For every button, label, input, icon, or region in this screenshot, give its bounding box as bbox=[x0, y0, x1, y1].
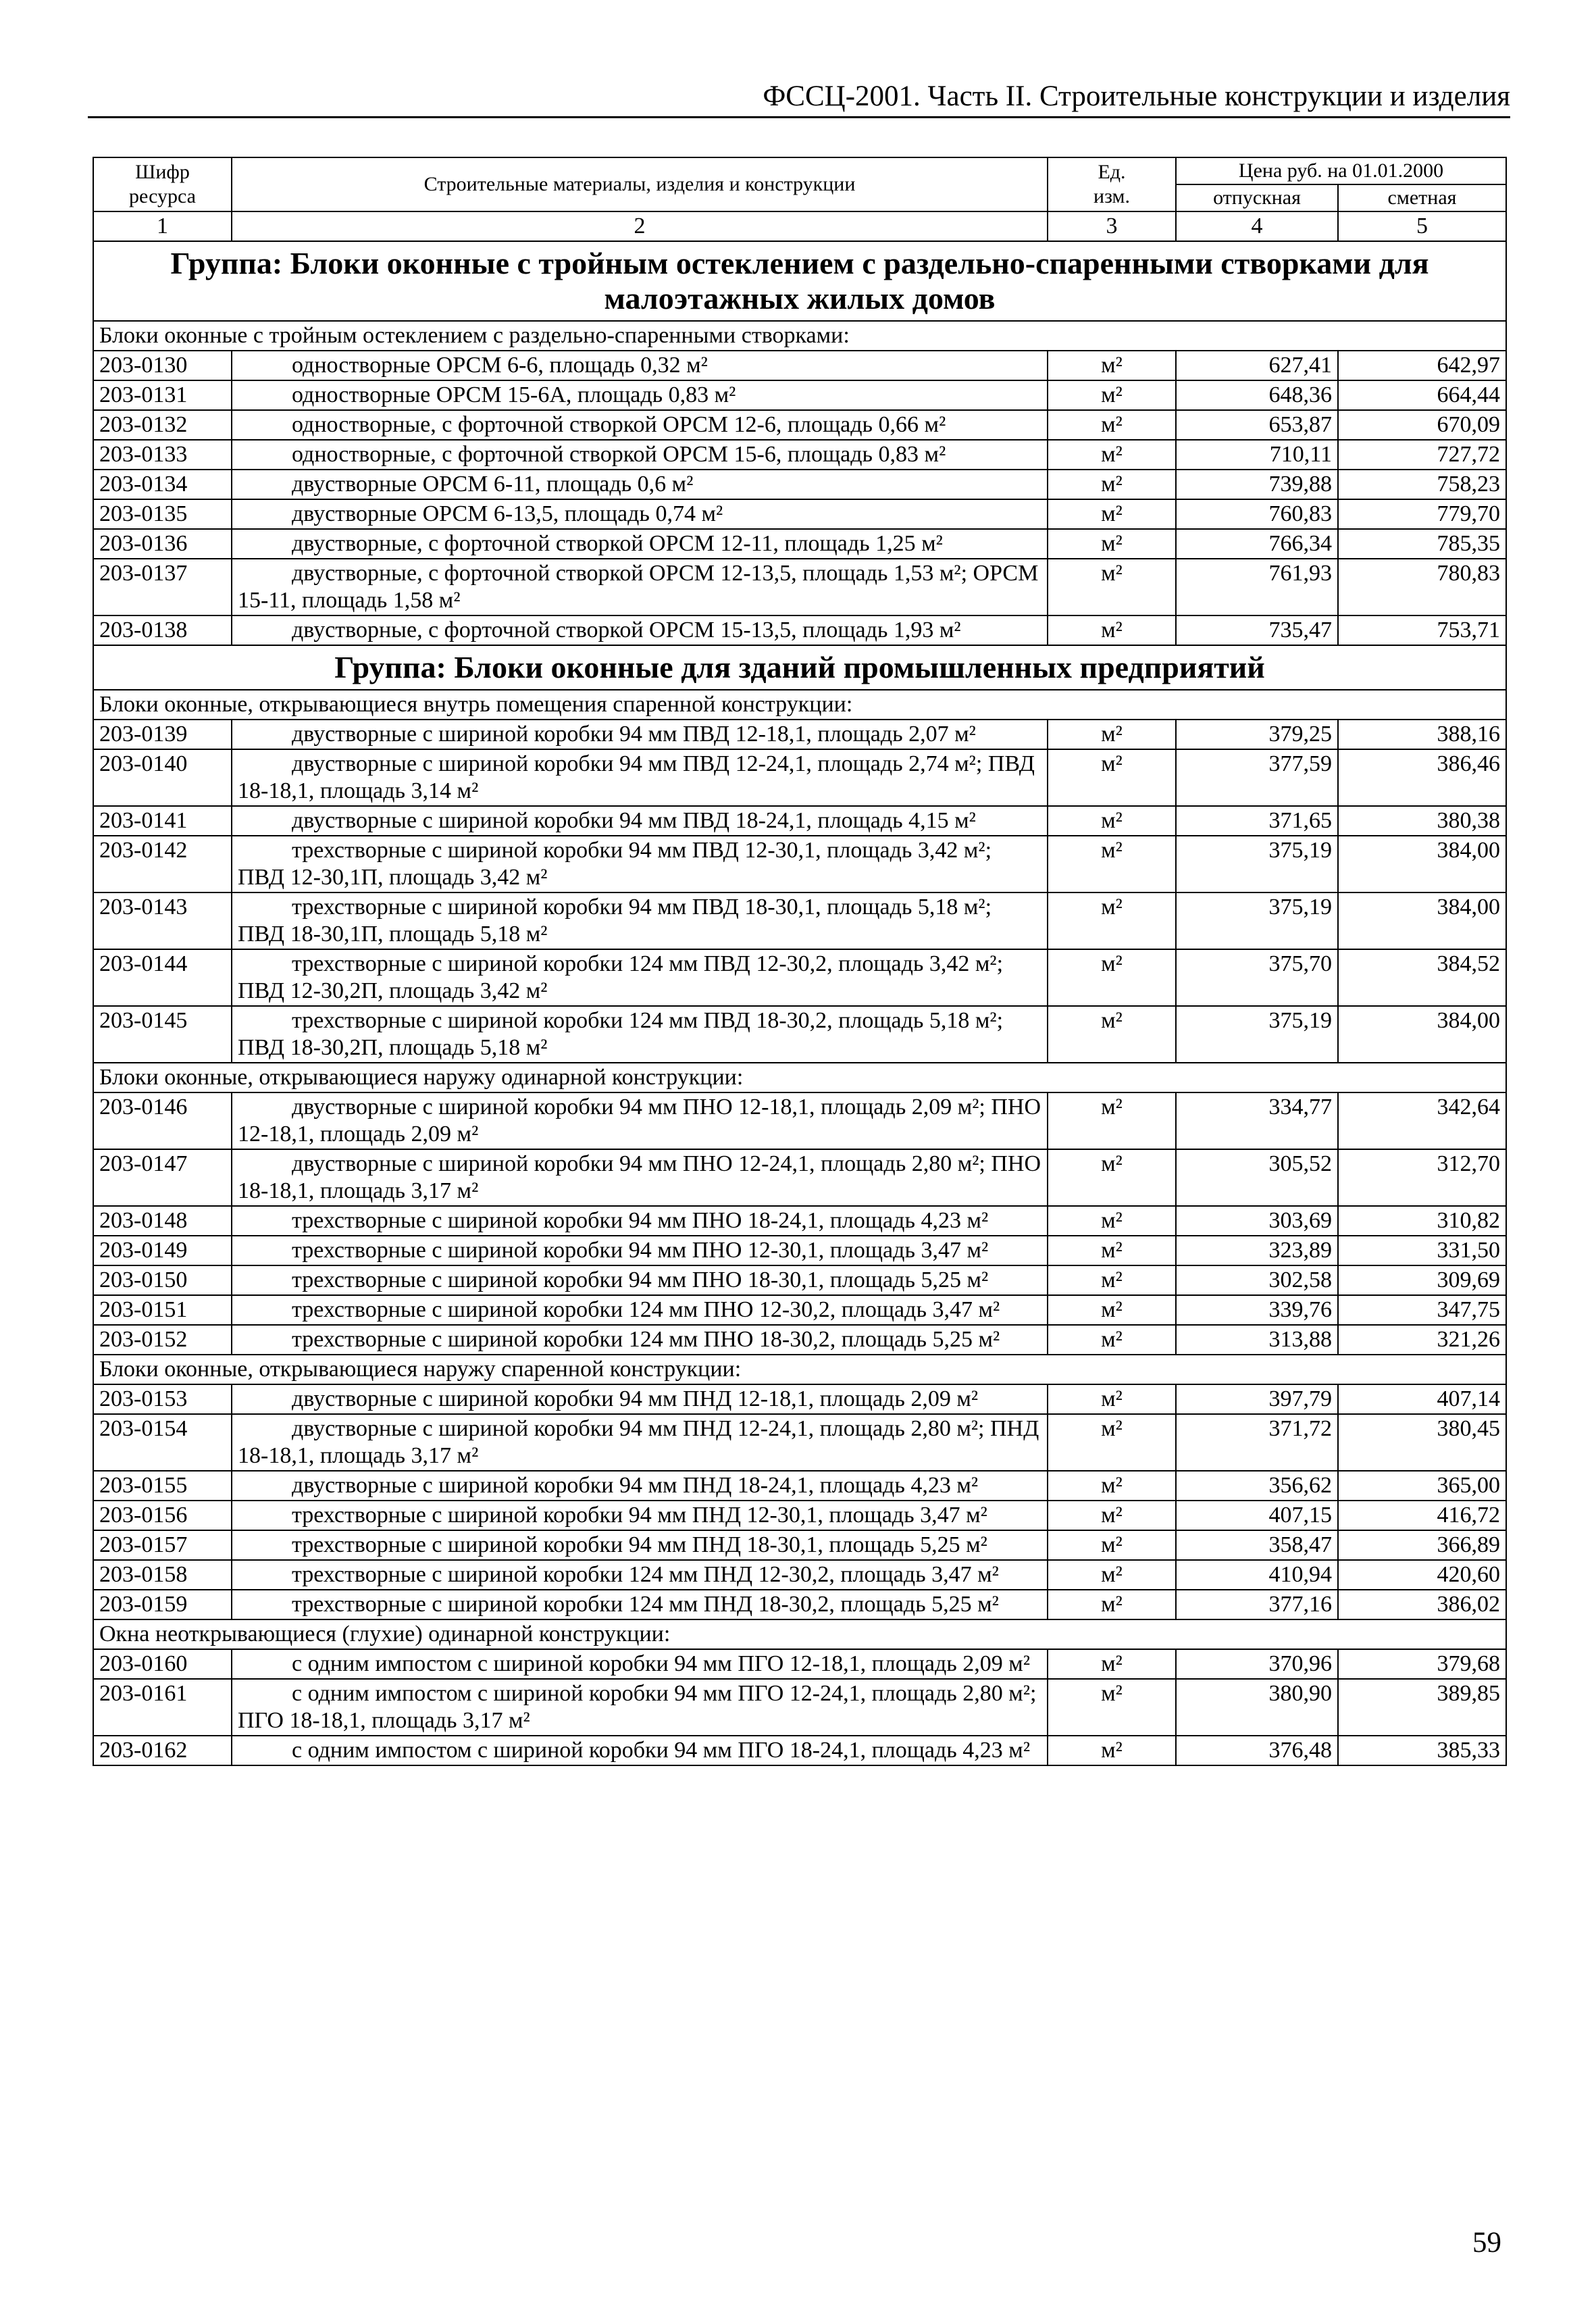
header-price-release: отпускная bbox=[1176, 184, 1338, 211]
table-row bbox=[93, 1149, 1506, 1206]
table-row bbox=[93, 836, 1506, 892]
price-estimate: 384,00 bbox=[1338, 836, 1506, 892]
price-estimate: 312,70 bbox=[1338, 1149, 1506, 1206]
table-row bbox=[93, 1384, 1506, 1414]
group-row bbox=[93, 241, 1506, 321]
unit-cell: м² bbox=[1048, 1590, 1176, 1619]
resource-code: 203-0136 bbox=[93, 529, 232, 559]
item-name: двустворные с шириной коробки 94 мм ПВД 12-18,1, площадь 2,07 м² bbox=[232, 720, 1048, 749]
column-number-row bbox=[93, 211, 1506, 241]
price-estimate: 384,00 bbox=[1338, 1006, 1506, 1063]
price-estimate: 780,83 bbox=[1338, 559, 1506, 615]
table-row bbox=[93, 949, 1506, 1006]
unit-cell: м² bbox=[1048, 351, 1176, 380]
price-estimate: 727,72 bbox=[1338, 440, 1506, 470]
table-body bbox=[93, 241, 1506, 1765]
table-row bbox=[93, 1530, 1506, 1560]
unit-cell: м² bbox=[1048, 1236, 1176, 1265]
price-release: 377,59 bbox=[1176, 749, 1338, 806]
subgroup-title: Блоки оконные, открывающиеся наружу спаренной конструкции: bbox=[93, 1355, 1506, 1384]
table-row bbox=[93, 1679, 1506, 1736]
resource-code: 203-0132 bbox=[93, 410, 232, 440]
unit-cell: м² bbox=[1048, 749, 1176, 806]
header-unit-line1: Ед. bbox=[1098, 161, 1126, 183]
resource-code: 203-0133 bbox=[93, 440, 232, 470]
table-row bbox=[93, 1736, 1506, 1765]
price-release: 375,19 bbox=[1176, 1006, 1338, 1063]
unit-cell: м² bbox=[1048, 836, 1176, 892]
resource-code: 203-0137 bbox=[93, 559, 232, 615]
price-estimate: 664,44 bbox=[1338, 380, 1506, 410]
price-estimate: 758,23 bbox=[1338, 470, 1506, 499]
price-estimate: 384,00 bbox=[1338, 892, 1506, 949]
unit-cell: м² bbox=[1048, 892, 1176, 949]
price-estimate: 380,38 bbox=[1338, 806, 1506, 836]
resource-code: 203-0156 bbox=[93, 1501, 232, 1530]
column-number: 1 bbox=[93, 211, 232, 241]
item-name: трехстворные с шириной коробки 94 мм ПНД 18-30,1, площадь 5,25 м² bbox=[232, 1530, 1048, 1560]
unit-cell: м² bbox=[1048, 1295, 1176, 1325]
price-release: 305,52 bbox=[1176, 1149, 1338, 1206]
unit-cell: м² bbox=[1048, 949, 1176, 1006]
price-release: 303,69 bbox=[1176, 1206, 1338, 1236]
price-release: 356,62 bbox=[1176, 1471, 1338, 1501]
item-name: двустворные, с форточной створкой ОРСМ 15-13,5, площадь 1,93 м² bbox=[232, 615, 1048, 645]
unit-cell: м² bbox=[1048, 380, 1176, 410]
price-release: 627,41 bbox=[1176, 351, 1338, 380]
price-release: 375,70 bbox=[1176, 949, 1338, 1006]
table-row bbox=[93, 1560, 1506, 1590]
resource-code: 203-0144 bbox=[93, 949, 232, 1006]
resource-code: 203-0138 bbox=[93, 615, 232, 645]
price-estimate: 785,35 bbox=[1338, 529, 1506, 559]
price-estimate: 386,02 bbox=[1338, 1590, 1506, 1619]
item-name: двустворные ОРСМ 6-11, площадь 0,6 м² bbox=[232, 470, 1048, 499]
header-unit-cell bbox=[1048, 157, 1176, 211]
subgroup-row bbox=[93, 1619, 1506, 1649]
header-rule bbox=[88, 116, 1510, 118]
column-number: 3 bbox=[1048, 211, 1176, 241]
resource-code: 203-0145 bbox=[93, 1006, 232, 1063]
subgroup-title: Блоки оконные с тройным остеклением с раздельно-спаренными створками: bbox=[93, 321, 1506, 351]
table-row bbox=[93, 749, 1506, 806]
unit-cell: м² bbox=[1048, 1092, 1176, 1149]
subgroup-row bbox=[93, 1063, 1506, 1092]
unit-cell: м² bbox=[1048, 1265, 1176, 1295]
unit-cell: м² bbox=[1048, 1530, 1176, 1560]
price-release: 302,58 bbox=[1176, 1265, 1338, 1295]
price-release: 648,36 bbox=[1176, 380, 1338, 410]
table-row bbox=[93, 529, 1506, 559]
unit-cell: м² bbox=[1048, 410, 1176, 440]
header-unit-line2: изм. bbox=[1093, 185, 1130, 207]
header-name-cell: Строительные материалы, изделия и конструкции bbox=[232, 157, 1048, 211]
resource-code: 203-0134 bbox=[93, 470, 232, 499]
table-row bbox=[93, 1414, 1506, 1471]
price-release: 371,72 bbox=[1176, 1414, 1338, 1471]
unit-cell: м² bbox=[1048, 1501, 1176, 1530]
table-row bbox=[93, 615, 1506, 645]
group-title: Группа: Блоки оконные с тройным остеклением с раздельно-спаренными створками для малоэтажных жилых домов bbox=[93, 241, 1506, 321]
item-name: трехстворные с шириной коробки 124 мм ПНД 18-30,2, площадь 5,25 м² bbox=[232, 1590, 1048, 1619]
price-release: 653,87 bbox=[1176, 410, 1338, 440]
price-estimate: 321,26 bbox=[1338, 1325, 1506, 1355]
unit-cell: м² bbox=[1048, 1384, 1176, 1414]
unit-cell: м² bbox=[1048, 1649, 1176, 1679]
table-row bbox=[93, 380, 1506, 410]
table-row bbox=[93, 1501, 1506, 1530]
price-estimate: 407,14 bbox=[1338, 1384, 1506, 1414]
price-estimate: 416,72 bbox=[1338, 1501, 1506, 1530]
resource-code: 203-0140 bbox=[93, 749, 232, 806]
resource-code: 203-0158 bbox=[93, 1560, 232, 1590]
column-number: 4 bbox=[1176, 211, 1338, 241]
table-row bbox=[93, 720, 1506, 749]
resource-code: 203-0160 bbox=[93, 1649, 232, 1679]
item-name: двустворные с шириной коробки 94 мм ПНД 12-18,1, площадь 2,09 м² bbox=[232, 1384, 1048, 1414]
unit-cell: м² bbox=[1048, 440, 1176, 470]
price-estimate: 385,33 bbox=[1338, 1736, 1506, 1765]
column-number: 2 bbox=[232, 211, 1048, 241]
unit-cell: м² bbox=[1048, 529, 1176, 559]
group-title: Группа: Блоки оконные для зданий промышленных предприятий bbox=[93, 645, 1506, 690]
resource-code: 203-0162 bbox=[93, 1736, 232, 1765]
price-release: 760,83 bbox=[1176, 499, 1338, 529]
item-name: одностворные, с форточной створкой ОРСМ 12-6, площадь 0,66 м² bbox=[232, 410, 1048, 440]
price-estimate: 389,85 bbox=[1338, 1679, 1506, 1736]
table-row bbox=[93, 1649, 1506, 1679]
price-release: 377,16 bbox=[1176, 1590, 1338, 1619]
resource-code: 203-0155 bbox=[93, 1471, 232, 1501]
price-estimate: 420,60 bbox=[1338, 1560, 1506, 1590]
unit-cell: м² bbox=[1048, 615, 1176, 645]
table-row bbox=[93, 499, 1506, 529]
price-estimate: 670,09 bbox=[1338, 410, 1506, 440]
resource-code: 203-0147 bbox=[93, 1149, 232, 1206]
header-code-line1: Шифр bbox=[135, 161, 190, 183]
price-release: 323,89 bbox=[1176, 1236, 1338, 1265]
resource-code: 203-0148 bbox=[93, 1206, 232, 1236]
price-release: 370,96 bbox=[1176, 1649, 1338, 1679]
price-release: 339,76 bbox=[1176, 1295, 1338, 1325]
price-estimate: 342,64 bbox=[1338, 1092, 1506, 1149]
header-price-estimate: сметная bbox=[1338, 184, 1506, 211]
subgroup-title: Блоки оконные, открывающиеся наружу одинарной конструкции: bbox=[93, 1063, 1506, 1092]
unit-cell: м² bbox=[1048, 1149, 1176, 1206]
table-row bbox=[93, 410, 1506, 440]
table-row bbox=[93, 351, 1506, 380]
resource-code: 203-0142 bbox=[93, 836, 232, 892]
resource-code: 203-0152 bbox=[93, 1325, 232, 1355]
price-estimate: 386,46 bbox=[1338, 749, 1506, 806]
resource-code: 203-0150 bbox=[93, 1265, 232, 1295]
item-name: двустворные, с форточной створкой ОРСМ 12-13,5, площадь 1,53 м²; ОРСМ 15-11, площадь 1,58 м² bbox=[232, 559, 1048, 615]
table-row bbox=[93, 892, 1506, 949]
item-name: двустворные с шириной коробки 94 мм ПНО 12-24,1, площадь 2,80 м²; ПНО 18-18,1, площадь 3,17 м² bbox=[232, 1149, 1048, 1206]
table-row bbox=[93, 440, 1506, 470]
item-name: трехстворные с шириной коробки 94 мм ПНО 12-30,1, площадь 3,47 м² bbox=[232, 1236, 1048, 1265]
price-release: 371,65 bbox=[1176, 806, 1338, 836]
resource-code: 203-0151 bbox=[93, 1295, 232, 1325]
table-row bbox=[93, 1092, 1506, 1149]
item-name: двустворные с шириной коробки 94 мм ПНО 12-18,1, площадь 2,09 м²; ПНО 12-18,1, площадь 2,09 м² bbox=[232, 1092, 1048, 1149]
item-name: двустворные с шириной коробки 94 мм ПНД 12-24,1, площадь 2,80 м²; ПНД 18-18,1, площадь 3,17 м² bbox=[232, 1414, 1048, 1471]
price-estimate: 331,50 bbox=[1338, 1236, 1506, 1265]
resource-code: 203-0159 bbox=[93, 1590, 232, 1619]
unit-cell: м² bbox=[1048, 1736, 1176, 1765]
price-release: 380,90 bbox=[1176, 1679, 1338, 1736]
price-estimate: 366,89 bbox=[1338, 1530, 1506, 1560]
table-row bbox=[93, 1236, 1506, 1265]
price-estimate: 779,70 bbox=[1338, 499, 1506, 529]
subgroup-title: Блоки оконные, открывающиеся внутрь помещения спаренной конструкции: bbox=[93, 690, 1506, 720]
price-estimate: 753,71 bbox=[1338, 615, 1506, 645]
price-release: 710,11 bbox=[1176, 440, 1338, 470]
price-release: 313,88 bbox=[1176, 1325, 1338, 1355]
price-release: 761,93 bbox=[1176, 559, 1338, 615]
price-estimate: 309,69 bbox=[1338, 1265, 1506, 1295]
price-estimate: 642,97 bbox=[1338, 351, 1506, 380]
price-release: 739,88 bbox=[1176, 470, 1338, 499]
item-name: трехстворные с шириной коробки 94 мм ПНД 12-30,1, площадь 3,47 м² bbox=[232, 1501, 1048, 1530]
item-name: двустворные, с форточной створкой ОРСМ 12-11, площадь 1,25 м² bbox=[232, 529, 1048, 559]
price-release: 358,47 bbox=[1176, 1530, 1338, 1560]
unit-cell: м² bbox=[1048, 499, 1176, 529]
subgroup-row bbox=[93, 690, 1506, 720]
price-estimate: 388,16 bbox=[1338, 720, 1506, 749]
item-name: трехстворные с шириной коробки 124 мм ПНО 12-30,2, площадь 3,47 м² bbox=[232, 1295, 1048, 1325]
price-release: 766,34 bbox=[1176, 529, 1338, 559]
header-code-cell bbox=[93, 157, 232, 211]
subgroup-row bbox=[93, 1355, 1506, 1384]
resource-code: 203-0154 bbox=[93, 1414, 232, 1471]
item-name: трехстворные с шириной коробки 94 мм ПНО 18-24,1, площадь 4,23 м² bbox=[232, 1206, 1048, 1236]
page-number: 59 bbox=[1472, 2227, 1501, 2259]
price-estimate: 310,82 bbox=[1338, 1206, 1506, 1236]
page-header-title: ФССЦ-2001. Часть II. Строительные конструкции и изделия bbox=[763, 80, 1510, 112]
price-estimate: 379,68 bbox=[1338, 1649, 1506, 1679]
table-row bbox=[93, 470, 1506, 499]
unit-cell: м² bbox=[1048, 720, 1176, 749]
item-name: одностворные ОРСМ 15-6А, площадь 0,83 м² bbox=[232, 380, 1048, 410]
table-row bbox=[93, 1471, 1506, 1501]
item-name: трехстворные с шириной коробки 94 мм ПВД 18-30,1, площадь 5,18 м²; ПВД 18-30,1П, площадь 5,18 м² bbox=[232, 892, 1048, 949]
item-name: двустворные с шириной коробки 94 мм ПНД 18-24,1, площадь 4,23 м² bbox=[232, 1471, 1048, 1501]
unit-cell: м² bbox=[1048, 1560, 1176, 1590]
resource-code: 203-0161 bbox=[93, 1679, 232, 1736]
item-name: двустворные ОРСМ 6-13,5, площадь 0,74 м² bbox=[232, 499, 1048, 529]
price-release: 375,19 bbox=[1176, 836, 1338, 892]
resource-code: 203-0157 bbox=[93, 1530, 232, 1560]
unit-cell: м² bbox=[1048, 1471, 1176, 1501]
price-release: 735,47 bbox=[1176, 615, 1338, 645]
table-row bbox=[93, 806, 1506, 836]
table-row bbox=[93, 1295, 1506, 1325]
table-row bbox=[93, 1265, 1506, 1295]
price-release: 334,77 bbox=[1176, 1092, 1338, 1149]
table-row bbox=[93, 559, 1506, 615]
header-price-cell: Цена руб. на 01.01.2000 bbox=[1176, 157, 1506, 184]
unit-cell: м² bbox=[1048, 1206, 1176, 1236]
resource-code: 203-0131 bbox=[93, 380, 232, 410]
unit-cell: м² bbox=[1048, 1679, 1176, 1736]
resource-code: 203-0146 bbox=[93, 1092, 232, 1149]
resource-code: 203-0153 bbox=[93, 1384, 232, 1414]
price-release: 410,94 bbox=[1176, 1560, 1338, 1590]
price-estimate: 365,00 bbox=[1338, 1471, 1506, 1501]
table-row bbox=[93, 1325, 1506, 1355]
price-estimate: 380,45 bbox=[1338, 1414, 1506, 1471]
price-estimate: 347,75 bbox=[1338, 1295, 1506, 1325]
unit-cell: м² bbox=[1048, 470, 1176, 499]
item-name: двустворные с шириной коробки 94 мм ПВД 18-24,1, площадь 4,15 м² bbox=[232, 806, 1048, 836]
item-name: с одним импостом с шириной коробки 94 мм ПГО 12-18,1, площадь 2,09 м² bbox=[232, 1649, 1048, 1679]
item-name: трехстворные с шириной коробки 94 мм ПВД 12-30,1, площадь 3,42 м²; ПВД 12-30,1П, площадь 3,42 м² bbox=[232, 836, 1048, 892]
column-number: 5 bbox=[1338, 211, 1506, 241]
item-name: с одним импостом с шириной коробки 94 мм ПГО 12-24,1, площадь 2,80 м²; ПГО 18-18,1, площадь 3,17 м² bbox=[232, 1679, 1048, 1736]
table-row bbox=[93, 1590, 1506, 1619]
item-name: трехстворные с шириной коробки 124 мм ПВД 18-30,2, площадь 5,18 м²; ПВД 18-30,2П, площадь 5,18 м² bbox=[232, 1006, 1048, 1063]
unit-cell: м² bbox=[1048, 559, 1176, 615]
unit-cell: м² bbox=[1048, 1325, 1176, 1355]
price-release: 375,19 bbox=[1176, 892, 1338, 949]
header-code-line2: ресурса bbox=[129, 185, 196, 207]
item-name: трехстворные с шириной коробки 124 мм ПНД 12-30,2, площадь 3,47 м² bbox=[232, 1560, 1048, 1590]
price-release: 376,48 bbox=[1176, 1736, 1338, 1765]
item-name: одностворные ОРСМ 6-6, площадь 0,32 м² bbox=[232, 351, 1048, 380]
item-name: трехстворные с шириной коробки 124 мм ПНО 18-30,2, площадь 5,25 м² bbox=[232, 1325, 1048, 1355]
group-row bbox=[93, 645, 1506, 690]
item-name: одностворные, с форточной створкой ОРСМ 15-6, площадь 0,83 м² bbox=[232, 440, 1048, 470]
resource-code: 203-0135 bbox=[93, 499, 232, 529]
item-name: двустворные с шириной коробки 94 мм ПВД 12-24,1, площадь 2,74 м²; ПВД 18-18,1, площадь 3,14 м² bbox=[232, 749, 1048, 806]
price-release: 407,15 bbox=[1176, 1501, 1338, 1530]
resource-code: 203-0141 bbox=[93, 806, 232, 836]
subgroup-title: Окна неоткрывающиеся (глухие) одинарной конструкции: bbox=[93, 1619, 1506, 1649]
item-name: трехстворные с шириной коробки 124 мм ПВД 12-30,2, площадь 3,42 м²; ПВД 12-30,2П, площадь 3,42 м² bbox=[232, 949, 1048, 1006]
resource-code: 203-0130 bbox=[93, 351, 232, 380]
price-estimate: 384,52 bbox=[1338, 949, 1506, 1006]
resource-code: 203-0143 bbox=[93, 892, 232, 949]
table-row bbox=[93, 1006, 1506, 1063]
table-header-row bbox=[93, 157, 1506, 184]
resource-code: 203-0139 bbox=[93, 720, 232, 749]
unit-cell: м² bbox=[1048, 1414, 1176, 1471]
price-release: 397,79 bbox=[1176, 1384, 1338, 1414]
unit-cell: м² bbox=[1048, 806, 1176, 836]
price-table bbox=[93, 157, 1507, 1766]
item-name: с одним импостом с шириной коробки 94 мм ПГО 18-24,1, площадь 4,23 м² bbox=[232, 1736, 1048, 1765]
unit-cell: м² bbox=[1048, 1006, 1176, 1063]
table-row bbox=[93, 1206, 1506, 1236]
item-name: трехстворные с шириной коробки 94 мм ПНО 18-30,1, площадь 5,25 м² bbox=[232, 1265, 1048, 1295]
price-release: 379,25 bbox=[1176, 720, 1338, 749]
subgroup-row bbox=[93, 321, 1506, 351]
resource-code: 203-0149 bbox=[93, 1236, 232, 1265]
